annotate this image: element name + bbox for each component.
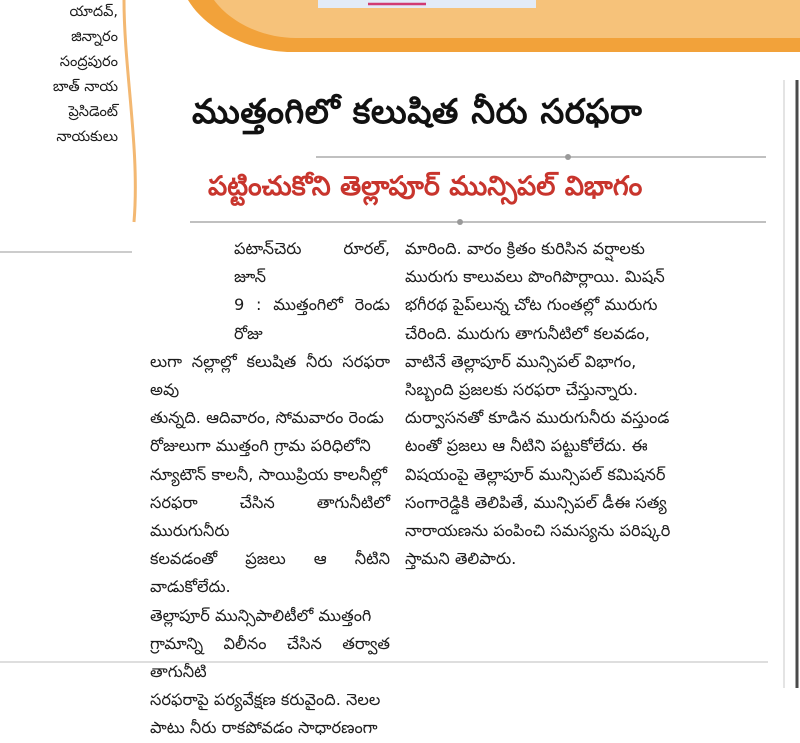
body-line: పటాన్‌చెరు రూరల్, జూన్ [234, 239, 390, 287]
body-line: సంగారెడ్డికి తెలిపితే, మున్సిపల్ డీఈ సత్య [405, 492, 667, 512]
body-line: రోజులుగా ముత్తంగి గ్రామ పరిధిలోని [150, 436, 371, 456]
body-line: పాటు నీరు రాకపోవడం సాధారణంగా [150, 718, 378, 738]
body-line: సిబ్బంది ప్రజలకు సరఫరా చేస్తున్నారు. [405, 380, 638, 400]
headline-rule-dot [565, 154, 571, 160]
body-line: సరఫరాపై పర్యవేక్షణ కరువైంది. నెలల [150, 690, 381, 710]
body-line: భగీరథ పైప్‌లున్న చోట గుంతల్లో మురుగు [405, 295, 658, 315]
body-line: 9 : ముత్తంగిలో రెండు రోజు [234, 295, 390, 343]
article-column-1 [150, 235, 390, 743]
sidebar-line: సంద్రపురం [59, 54, 118, 70]
sidebar-line: నాయకులు [56, 129, 118, 145]
article-headline: ముత్తంగిలో కలుషిత నీరు సరఫరా [192, 92, 643, 132]
body-line: స్తామని తెలిపారు. [405, 549, 517, 569]
article-column-2 [405, 235, 775, 573]
subhead-rule-dot [457, 219, 463, 225]
sidebar-curve [124, 0, 135, 222]
article-subheadline: పట్టించుకోని తెల్లాపూర్ మున్సిపల్ విభాగం [208, 171, 643, 202]
body-line: న్యూటౌన్ కాలనీ, సాయిప్రియ కాలనీల్లో [150, 464, 388, 484]
body-line: దుర్వాసనతో కూడిన మురుగునీరు వస్తుండ [405, 408, 670, 428]
body-line: లుగా నల్లాల్లో కలుషిత నీరు సరఫరా అవు [150, 351, 390, 400]
sidebar-line: బాత్ నాయ [52, 79, 118, 95]
body-line: సరఫరా చేసిన తాగునీటిలో మురుగునీరు [150, 492, 390, 541]
sidebar-article-fragment [0, 0, 118, 150]
body-line: తెల్లాపూర్ మున్సిపాలిటీలో ముత్తంగి [150, 605, 372, 625]
sidebar-line: ప్రెసిడెంట్ [68, 104, 118, 120]
body-line: నారాయణను పంపించి సమస్యను పరిష్కరి [405, 521, 671, 541]
body-line: చేరింది. మురుగు తాగునీటిలో కలవడం, [405, 323, 650, 343]
body-line: టంతో ప్రజలు ఆ నీటిని పట్టుకోలేదు. ఈ [405, 436, 648, 456]
body-line: మురుగు కాలువలు పొంగిపొర్లాయి. మిషన్ [405, 267, 665, 287]
body-line: మారింది. వారం క్రితం కురిసిన వర్షాలకు [405, 239, 645, 258]
body-line: విషయంపై తెల్లాపూర్ మున్సిపల్ కమిషనర్ [405, 464, 666, 484]
banner-box [318, 0, 536, 8]
sidebar-line: యాదవ్, [69, 4, 118, 20]
body-line: గ్రామాన్ని విలీనం చేసిన తర్వాత తాగునీటి [150, 633, 390, 682]
sidebar-line: జిన్నారం [71, 29, 118, 45]
body-line: వాటినే తెల్లాపూర్ మున్సిపల్ విభాగం, [405, 351, 637, 371]
body-line: కలవడంతో ప్రజలు ఆ నీటిని వాడుకోలేదు. [150, 549, 390, 597]
body-line: తున్నది. ఆదివారం, సోమవారం రెండు [150, 408, 384, 428]
